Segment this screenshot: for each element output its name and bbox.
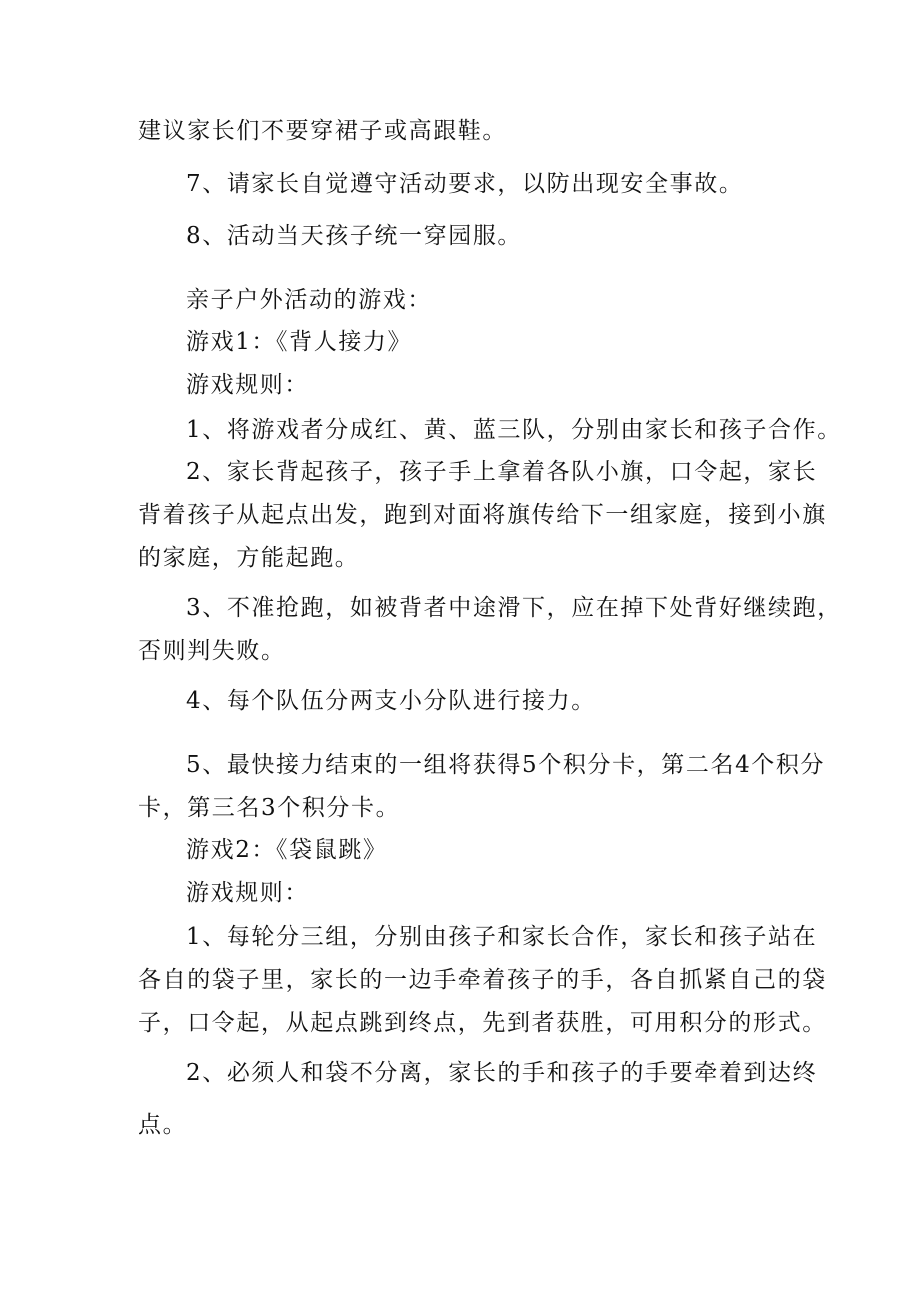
- text-line: 4、每个队伍分两支小分队进行接力。: [186, 688, 596, 714]
- text-line: 2、家长背起孩子，孩子手上拿着各队小旗，口令起，家长: [186, 459, 818, 485]
- rules-heading: 游戏规则：: [186, 880, 309, 906]
- text-line: 5、最快接力结束的一组将获得5个积分卡，第二名4个积分: [186, 752, 826, 778]
- text-line: 1、将游戏者分成红、黄、蓝三队，分别由家长和孩子合作。: [186, 417, 842, 443]
- text-line: 卡，第三名3个积分卡。: [138, 795, 401, 821]
- text-line: 3、不准抢跑，如被背者中途滑下，应在掉下处背好继续跑，: [186, 595, 842, 621]
- text-line: 的家庭，方能起跑。: [138, 545, 360, 571]
- text-line: 子，口令起，从起点跳到终点，先到者获胜，可用积分的形式。: [138, 1010, 827, 1036]
- game-title: 游戏2：《袋鼠跳》: [186, 837, 388, 863]
- text-line: 建议家长们不要穿裙子或高跟鞋。: [138, 118, 507, 144]
- game-title: 游戏1：《背人接力》: [186, 329, 413, 355]
- text-line: 8、活动当天孩子统一穿园服。: [186, 223, 523, 249]
- text-line: 2、必须人和袋不分离，家长的手和孩子的手要牵着到达终: [186, 1060, 818, 1086]
- text-line: 各自的袋子里，家长的一边手牵着孩子的手，各自抓紧自己的袋: [138, 967, 827, 993]
- text-line: 否则判失败。: [138, 638, 286, 664]
- text-line: 点。: [138, 1112, 188, 1138]
- text-line: 1、每轮分三组，分别由孩子和家长合作，家长和孩子站在: [186, 924, 818, 950]
- text-line: 7、请家长自觉遵守活动要求，以防出现安全事故。: [186, 171, 744, 197]
- rules-heading: 游戏规则：: [186, 372, 309, 398]
- section-heading: 亲子户外活动的游戏：: [186, 287, 432, 313]
- text-line: 背着孩子从起点出发，跑到对面将旗传给下一组家庭，接到小旗: [138, 502, 827, 528]
